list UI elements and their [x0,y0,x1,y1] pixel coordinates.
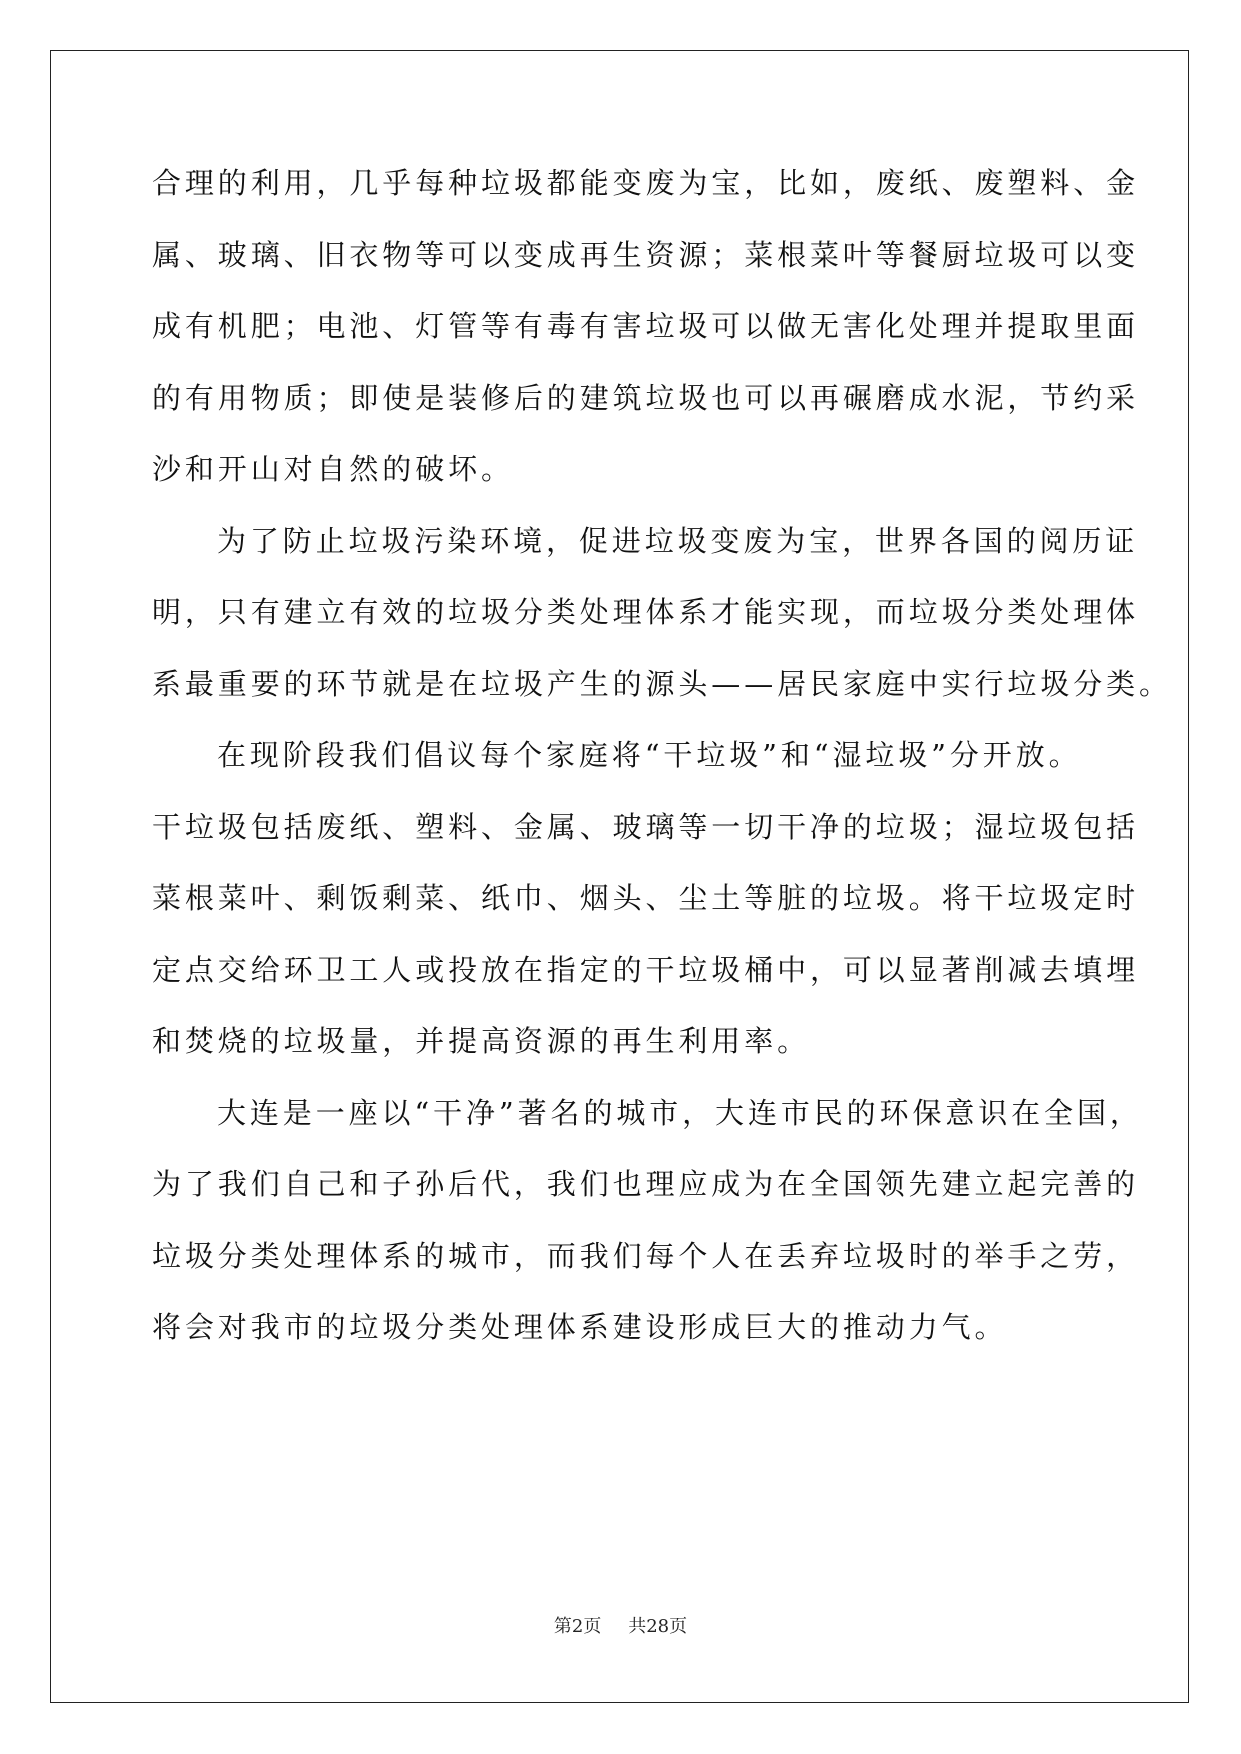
document-body [152,163,1172,1379]
text-line: 沙和开山对自然的破坏。 [152,452,514,486]
text-line: 明，只有建立有效的垃圾分类处理体系才能实现，而垃圾分类处理体 [152,595,1140,629]
text-line: 在现阶段我们倡议每个家庭将“干垃圾”和“湿垃圾”分开放。 [217,738,1082,772]
text-line: 为了我们自己和子孙后代，我们也理应成为在全国领先建立起完善的 [152,1167,1140,1201]
page-total: 共28页 [628,1616,688,1637]
text-line: 菜根菜叶、剩饭剩菜、纸巾、烟头、尘土等脏的垃圾。将干垃圾定时 [152,881,1140,915]
text-line: 属、玻璃、旧衣物等可以变成再生资源；菜根菜叶等餐厨垃圾可以变 [152,237,1140,272]
text-line: 的有用物质；即使是装修后的建筑垃圾也可以再碾磨成水泥，节约采 [152,380,1140,415]
text-line: 和焚烧的垃圾量，并提高资源的再生利用率。 [152,1024,811,1058]
text-line: 将会对我市的垃圾分类处理体系建设形成巨大的推动力气。 [152,1310,1008,1344]
page-footer [0,1612,1241,1638]
text-line: 系最重要的环节就是在垃圾产生的源头——居民家庭中实行垃圾分类。 [152,666,1172,701]
text-line: 垃圾分类处理体系的城市，而我们每个人在丢弃垃圾时的举手之劳， [152,1238,1140,1273]
text-line: 大连是一座以“干净”著名的城市，大连市民的环保意识在全国， [217,1095,1143,1130]
text-line: 合理的利用，几乎每种垃圾都能变废为宝，比如，废纸、废塑料、金 [152,166,1140,200]
text-line: 成有机肥；电池、灯管等有毒有害垃圾可以做无害化处理并提取里面 [152,309,1140,343]
text-line: 干垃圾包括废纸、塑料、金属、玻璃等一切干净的垃圾；湿垃圾包括 [152,809,1140,844]
page-number: 第2页 [553,1616,602,1637]
text-line: 为了防止垃圾污染环境，促进垃圾变废为宝，世界各国的阅历证 [217,523,1139,558]
text-line: 定点交给环卫工人或投放在指定的干垃圾桶中，可以显著削减去填埋 [152,952,1140,987]
